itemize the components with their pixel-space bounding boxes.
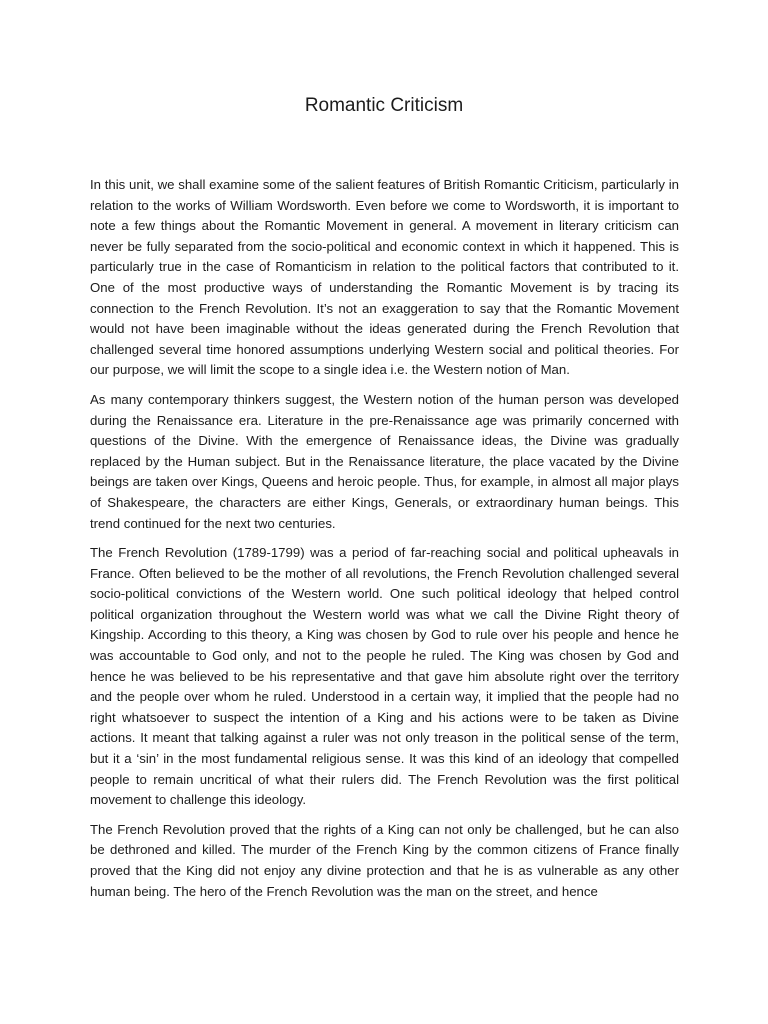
paragraph: The French Revolution proved that the rights of a King can not only be challenged, but he can also be dethroned and killed. The murder of the French King by the common citizens of France finally proved that the King did not enjoy any divine protection and that he is as vulnerable as any other human being. The hero of the French Revolution was the man on the street, and hence [90, 821, 679, 899]
paragraph: The French Revolution (1789-1799) was a period of far-reaching social and political upheavals in France. Often believed to be the mother of all revolutions, the French Revolution challenged several socio-political convictions of the Western world. One such political ideology that helped control political organization throughout the Western world was what we call the Divine Right theory of Kingship. According to this theory, a King was chosen by God to rule over his people and hence he was accountable to God only, and not to the people he ruled. The King was chosen by God and hence he was believed to be his representative and that gave him absolute right over the territory and the people over whom he ruled. Understood in a certain way, it implied that the people had no right whatsoever to suspect the intention of a King and his actions were to be taken as Divine actions. It meant that talking against a ruler was not only treason in the political sense of the term, but it a ‘sin’ in the most fundamental religious sense. It was this kind of an ideology that compelled people to remain uncritical of what their rulers did. The French Revolution was the first political movement to challenge this ideology. [90, 545, 679, 808]
document-title: Romantic Criticism [304, 95, 464, 116]
paragraph: As many contemporary thinkers suggest, the Western notion of the human person was developed during the Renaissance era. Literature in the pre-Renaissance age was primarily concerned with questions of the Divine. With the emergence of Renaissance ideas, the Divine was gradually replaced by the Human subject. But in the Renaissance literature, the place vacated by the Divine beings are taken over Kings, Queens and heroic people. Thus, for example, in almost all major plays of Shakespeare, the characters are either Kings, Generals, or extraordinary human beings. This trend continued for the next two centuries. [90, 391, 679, 531]
paragraph: In this unit, we shall examine some of the salient features of British Romantic Criticism, particularly in relation to the works of William Wordsworth. Even before we come to Wordsworth, it is important to note a few things about the Romantic Movement in general. A movement in literary criticism can never be fully separated from the socio-political and economic context in which it happened. This is particularly true in the case of Romanticism in relation to the political factors that contributed to it. One of the most productive ways of understanding the Romantic Movement is by tracing its connection to the French Revolution. It’s not an exaggeration to say that the Romantic Movement would not have been imaginable without the ideas generated during the French Revolution that challenged several time honored assumptions underlying Western social and political theories. For our purpose, we will limit the scope to a single idea i.e. the Western notion of Man. [90, 177, 679, 378]
document-body [90, 175, 679, 911]
